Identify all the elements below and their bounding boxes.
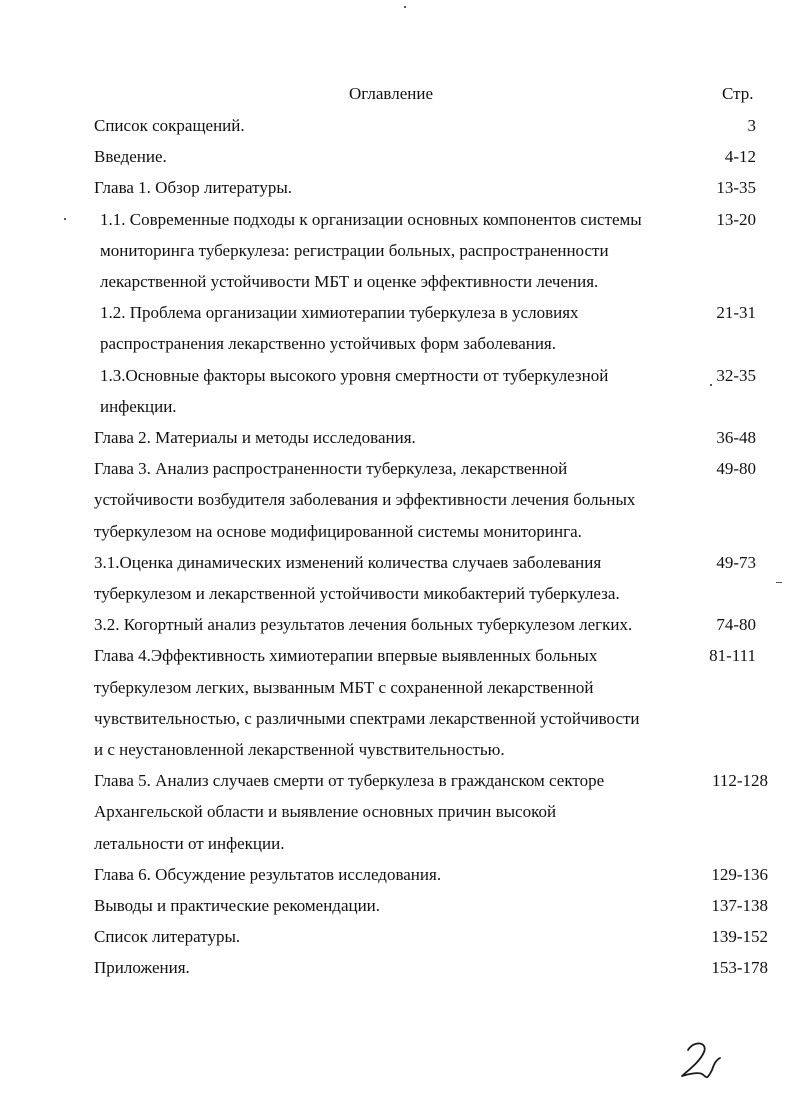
toc-entry-line: Глава 1. Обзор литературы. [94,178,293,198]
toc-entry-line: летальности от инфекции. [94,833,285,853]
toc-entry-line: устойчивости возбудителя заболевания и эффективности лечения больных [94,490,636,510]
toc-entry-line: Введение. [94,147,167,167]
toc-entry [0,110,796,141]
toc-entry-page: 139-152 [711,927,768,947]
toc-entry-page: 49-80 [716,459,756,479]
toc-entry-line: Архангельской области и выявление основных причин высокой [94,802,557,822]
toc-entry [0,297,796,359]
toc-entry-line: 3.1.Оценка динамических изменений количества случаев заболевания [94,552,602,572]
toc-entry-line: 1.2. Проблема организации химиотерапии туберкулеза в условиях [100,303,579,323]
toc-entry [0,172,796,203]
toc-entry [0,453,796,547]
toc-entry-page: 21-31 [716,303,756,323]
scan-speck [404,6,406,8]
toc-entry-page: 13-20 [716,209,756,229]
handwritten-page-number [676,1036,724,1084]
toc-entry-line: 1.1. Современные подходы к организации основных компонентов системы [100,209,642,229]
toc-entry [0,640,796,765]
toc-entry-page: 153-178 [711,958,768,978]
scan-speck [64,218,66,220]
toc-entry-line: Глава 3. Анализ распространенности туберкулеза, лекарственной [94,459,568,479]
toc-entry-line: 3.2. Когортный анализ результатов лечения больных туберкулезом легких. [94,615,633,635]
toc-entry-page: 32-35 [716,365,756,385]
toc-entry-line: Список сокращений. [94,116,245,135]
toc-entry-page: 36-48 [716,428,756,447]
toc-entry-page: 3 [747,116,756,135]
toc-entry-line: Список литературы. [94,927,241,947]
toc-entry-line: Глава 5. Анализ случаев смерти от туберкулеза в гражданском секторе [94,771,605,791]
toc-entry-page: 74-80 [716,615,756,635]
toc-entry-line: Глава 4.Эффективность химиотерапии впервые выявленных больных [94,646,598,666]
toc-entry-page: 137-138 [711,896,768,915]
pages-column-header: Стр. [722,84,754,103]
toc-entry-line: Приложения. [94,958,190,978]
toc-entry [0,609,796,640]
toc-entry-page: 4-12 [724,147,756,167]
toc-entry-page: 13-35 [716,178,756,198]
toc-entry-line: туберкулезом на основе модифицированной системы мониторинга. [94,521,582,541]
toc-entry [0,204,796,298]
toc-entry [0,360,796,422]
toc-entry-page: 49-73 [716,552,756,572]
toc-entry [0,952,796,983]
toc-entry-line: туберкулезом и лекарственной устойчивости микобактерий туберкулеза. [94,583,620,603]
toc-entry-line: и с неустановленной лекарственной чувствительностью. [94,739,505,759]
toc-entry-line: Глава 6. Обсуждение результатов исследования. [94,864,442,884]
toc-entry [0,422,796,453]
toc-entry [0,141,796,172]
toc-entry-page: 129-136 [711,864,768,884]
toc-entry-page: 81-111 [709,646,756,666]
scan-speck [776,582,782,583]
toc-entry-line: чувствительностью, с различными спектрами лекарственной устойчивости [94,708,640,728]
toc-entry-line: туберкулезом легких, вызванным МБТ с сохраненной лекарственной [94,677,594,697]
toc-entry [0,765,796,859]
toc-entry-line: Глава 2. Материалы и методы исследования. [94,428,416,447]
scan-speck [710,384,712,386]
toc-entry-line: распространения лекарственно устойчивых форм заболевания. [100,334,557,354]
toc-entry-line: инфекции. [100,396,177,416]
toc-entry-line: Выводы и практические рекомендации. [94,896,381,915]
toc-entry-line: мониторинга туберкулеза: регистрации больных, распространенности [100,240,609,260]
toc-entry [0,859,796,890]
toc-entry [0,921,796,952]
toc-entry-line: 1.3.Основные факторы высокого уровня смертности от туберкулезной [100,365,609,385]
toc-entry-line: лекарственной устойчивости МБТ и оценке эффективности лечения. [100,271,599,291]
toc-entry-page: 112-128 [711,771,768,791]
toc-entry [0,547,796,609]
toc-entry [0,890,796,921]
toc-title: Оглавление [349,84,433,103]
